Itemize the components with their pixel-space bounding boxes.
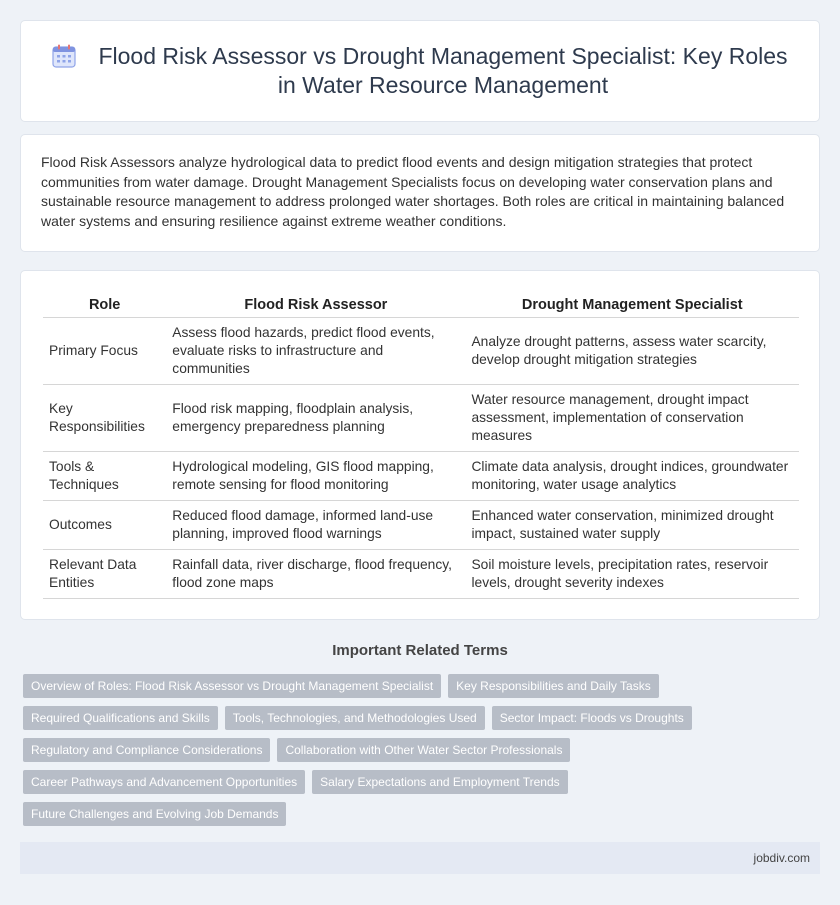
- calendar-icon: [51, 43, 77, 69]
- related-tag[interactable]: Future Challenges and Evolving Job Demands: [23, 802, 286, 826]
- table-header-row: [43, 291, 799, 318]
- related-tag[interactable]: Regulatory and Compliance Considerations: [23, 738, 270, 762]
- drought-cell: Analyze drought patterns, assess water scarcity, develop drought mitigation strategies: [465, 318, 799, 385]
- row-label: Outcomes: [43, 501, 166, 550]
- footer: [20, 842, 820, 874]
- table-row: [43, 501, 799, 550]
- related-terms-tags: [23, 674, 723, 834]
- flood-cell: Reduced flood damage, informed land-use planning, improved flood warnings: [166, 501, 465, 550]
- header-card: [20, 20, 820, 122]
- flood-cell: Flood risk mapping, floodplain analysis, emergency preparedness planning: [166, 385, 465, 452]
- related-tag[interactable]: Overview of Roles: Flood Risk Assessor vs Drought Management Specialist: [23, 674, 441, 698]
- flood-cell: Assess flood hazards, predict flood events, evaluate risks to infrastructure and communities: [166, 318, 465, 385]
- table-row: [43, 318, 799, 385]
- drought-cell: Water resource management, drought impact assessment, implementation of conservation measures: [465, 385, 799, 452]
- column-header-flood: Flood Risk Assessor: [166, 291, 465, 318]
- flood-cell: Rainfall data, river discharge, flood frequency, flood zone maps: [166, 550, 465, 599]
- flood-cell: Hydrological modeling, GIS flood mapping, remote sensing for flood monitoring: [166, 452, 465, 501]
- related-tag[interactable]: Tools, Technologies, and Methodologies Used: [225, 706, 485, 730]
- row-label: Primary Focus: [43, 318, 166, 385]
- table-row: [43, 550, 799, 599]
- row-label: Key Responsibilities: [43, 385, 166, 452]
- intro-paragraph: Flood Risk Assessors analyze hydrological data to predict flood events and design mitigation strategies that protect communities from water damage. Drought Management Specialists focus on developing water conservation plans and sustainable resource management to address prolonged water shortages. Both roles are critical in maintaining balanced water systems and ensuring resilience against extreme weather conditions.: [41, 154, 785, 229]
- related-tag[interactable]: Key Responsibilities and Daily Tasks: [448, 674, 659, 698]
- page-title: Flood Risk Assessor vs Drought Management Specialist: Key Roles in Water Resource Management: [98, 43, 788, 98]
- related-tag[interactable]: Salary Expectations and Employment Trends: [312, 770, 567, 794]
- drought-cell: Enhanced water conservation, minimized drought impact, sustained water supply: [465, 501, 799, 550]
- comparison-table-card: [20, 270, 820, 620]
- comparison-table: [43, 291, 799, 599]
- footer-site-link[interactable]: jobdiv.com: [753, 851, 810, 865]
- intro-card: [20, 134, 820, 252]
- related-tag[interactable]: Collaboration with Other Water Sector Professionals: [277, 738, 570, 762]
- table-row: [43, 385, 799, 452]
- column-header-drought: Drought Management Specialist: [465, 291, 799, 318]
- related-tag[interactable]: Career Pathways and Advancement Opportunities: [23, 770, 305, 794]
- related-terms-title: Important Related Terms: [332, 642, 508, 659]
- row-label: Tools & Techniques: [43, 452, 166, 501]
- drought-cell: Soil moisture levels, precipitation rates, reservoir levels, drought severity indexes: [465, 550, 799, 599]
- table-row: [43, 452, 799, 501]
- related-tag[interactable]: Sector Impact: Floods vs Droughts: [492, 706, 692, 730]
- column-header-role: Role: [43, 291, 166, 318]
- drought-cell: Climate data analysis, drought indices, groundwater monitoring, water usage analytics: [465, 452, 799, 501]
- row-label: Relevant Data Entities: [43, 550, 166, 599]
- related-tag[interactable]: Required Qualifications and Skills: [23, 706, 218, 730]
